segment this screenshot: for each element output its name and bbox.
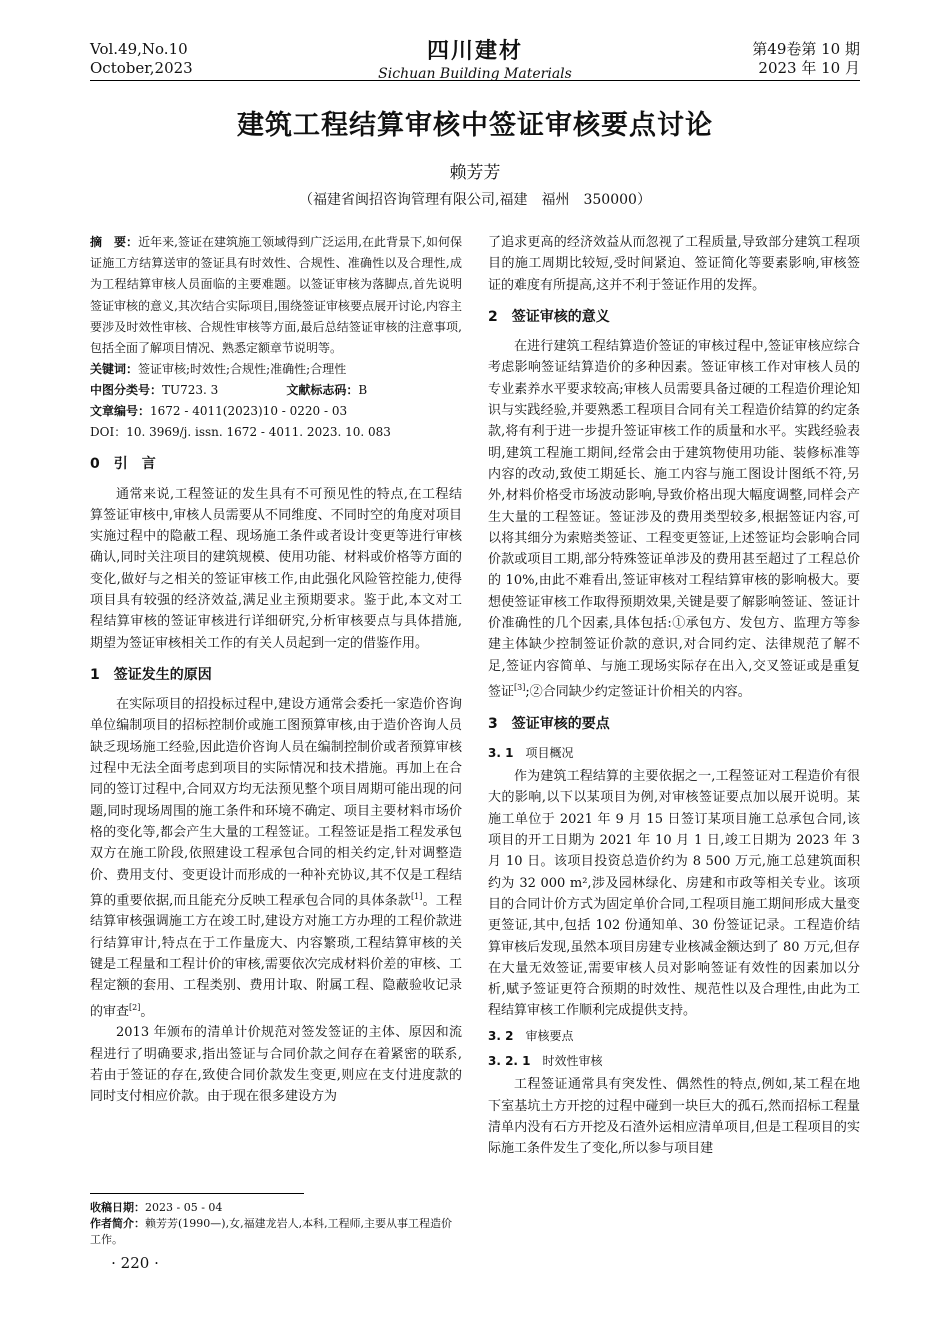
volume-cn: 第49卷第 10 期	[752, 40, 860, 58]
abstract-label: 摘 要：	[90, 235, 139, 249]
section-1-paragraph-1: 在实际项目的招投标过程中,建设方通常会委托一家造价咨询单位编制项目的招标控制价或施工图预算审核,由于造价咨询人员缺乏现场施工经验,因此造价咨询人员在编制控制价或者预算审核过程中无法全面考虑到项目的实际情况和技术措施。再加上在合同的签订过程中,合同双方均无法预见整个项目周期可能出现的问题,同时现场周围的施工条件和环境不确定、项目主要材料市场价格的变化等,都会产生大量的工程签证。工程签证是指工程发承包双方在施工阶段,依照建设工程承包合同的相关约定,针对调整造价、费用支付、变更设计而形成的一种补充协议,其不仅是工程结算的重要依据,而且能充分反映工程承包合同的具体条款[1]。工程结算审核强调施工方在竣工时,建设方对施工方办理的工程价款进行结算审计,特点在于工作量庞大、内容繁琐,工程结算审核的关键是工程量和工程计价的审核,需要依次完成材料价差的审核、工程定额的套用、工程类别、费用计取、附属工程、隐蔽验收记录的审查[2]。	[90, 697, 462, 1019]
section-3-2-1-heading: 3. 2. 1 时效性审核	[488, 1054, 603, 1069]
section-3-1-heading: 3. 1 项目概况	[488, 745, 574, 760]
article-number	[90, 401, 462, 422]
right-column	[488, 232, 860, 1160]
clc-label: 中图分类号：	[90, 383, 163, 398]
left-column	[90, 232, 462, 1107]
doccode-text: B	[358, 383, 368, 398]
doi: DOI：10. 3969/j. issn. 1672 - 4011. 2023. 10. 083	[90, 425, 391, 440]
section-2-paragraph: 在进行建筑工程结算造价签证的审核过程中,签证审核应综合考虑影响签证结算造价的多种因素。签证审核工作对审核人员的专业素养水平要求较高;审核人员需要具备过硬的工程造价理论知识与实践经验,并要熟悉工程项目合同有关工程造价结算的约定条款,将有利于进一步提升签证审核工作的质量和水平。实践经验表明,建筑工程施工期间,经常会由于建筑物使用功能、装修标准等内容的改动,致使工期延长、施工内容与施工图设计图纸不符,另外,材料价格受市场波动影响,导致价格出现大幅度调整,同样会产生大量的工程签证。签证涉及的费用类型较多,根据签证内容,可以将其细分为索赔类签证、工程变更签证,上述签证均会影响合同价款或项目工期,部分特殊签证单涉及的费用甚至超过了工程总价的 10%,由此不难看出,签证审核对工程结算审核的影响极大。要想使签证审核工作取得预期效果,关键是要了解影响签证、签证计价准确性的几个因素,具体包括:①承包方、发包方、监理方等参建主体缺少控制签证价款的意识,对合同约定、法律规范了解不足,签证内容简单、与施工现场实际存在出入,交叉签证或是重复签证[3];②合同缺少约定签证计价相关的内容。	[488, 339, 860, 700]
abstract-text: 近年来,签证在建筑施工领域得到广泛运用,在此背景下,如何保证施工方结算送审的签证具有时效性、合规性、准确性以及合理性,成为工程结算审核人员面临的主要难题。以签证审核为落脚点,首先说明签证审核的意义,其次结合实际项目,围绕签证审核要点展开讨论,内容主要涉及时效性审核、合规性审核等方面,最后总结签证审核的注意事项,包括全面了解项目情况、熟悉定额章节说明等。	[90, 235, 462, 356]
section-3-2-1-paragraph: 工程签证通常具有突发性、偶然性的特点,例如,某工程在地下室基坑土方开挖的过程中碰到一块巨大的孤石,然而招标工程量清单内没有石方开挖及石渣外运相应清单项目,但是工程项目的实际施工条件发生了变化,所以参与项目建	[488, 1077, 860, 1157]
section-1-heading: 1 签证发生的原因	[90, 666, 212, 683]
section-3-1-paragraph: 作为建筑工程结算的主要依据之一,工程签证对工程造价有很大的影响,以下以某项目为例,对审核签证要点加以展开说明。某施工单位于 2021 年 9 月 15 日签订某项目施工总承包合同,该项目的开工日期为 2021 年 10 月 1 日,竣工日期为 2023 年 3 月 10 日。该项目投资总造价约为 8 500 万元,施工总建筑面积约为 32 000 m²,涉及园林绿化、房建和市政等相关专业。该项目的合同计价方式为固定单价合同,工程项目施工期间形成大量变更签证,其中,包括 102 份通知单、30 份签证记录。工程造价结算审核后发现,虽然本项目房建专业核减金额达到了 80 万元,但存在大量无效签证,需要审核人员对影响签证有效性的因素加以分析,赋予签证更符合预期的时效性、规范性以及合理性,由此为工程结算审核工作顺利完成提供支持。	[488, 769, 860, 1019]
volume-en: Vol.49,No.10	[90, 40, 188, 58]
classification	[90, 380, 462, 401]
citation-1: [1]	[411, 891, 423, 901]
header-right	[752, 40, 860, 78]
section-0-heading: 0 引 言	[90, 456, 156, 473]
date-en: October,2023	[90, 59, 193, 77]
page-number: · 220 ·	[111, 1254, 159, 1272]
abstract	[90, 232, 462, 359]
article-no-label: 文章编号：	[90, 404, 151, 419]
author-bio: 作者简介：赖芳芳(1990—),女,福建龙岩人,本科,工程师,主要从事工程造价工作。	[90, 1217, 453, 1246]
author: 赖芳芳	[449, 163, 501, 183]
footnote-rule	[90, 1193, 304, 1194]
received-date: 收稿日期：2023 - 05 - 04	[90, 1201, 223, 1214]
section-2-heading: 2 签证审核的意义	[488, 308, 610, 325]
header-rule	[90, 80, 860, 81]
article-no-text: 1672 - 4011(2023)10 - 0220 - 03	[150, 404, 348, 419]
keywords-label: 关键词：	[90, 362, 139, 377]
keywords	[90, 359, 462, 380]
footnote	[90, 1200, 462, 1248]
section-1-paragraph-2-continued: 了追求更高的经济效益从而忽视了工程质量,导致部分建筑工程项目的施工周期比较短,受时间紧迫、签证简化等要素影响,审核签证的难度有所提高,这并不利于签证作用的发挥。	[488, 235, 860, 293]
date-cn: 2023 年 10 月	[758, 59, 860, 77]
doccode-label: 文献标志码：	[286, 383, 359, 398]
citation-2: [2]	[129, 1002, 141, 1012]
keywords-text: 签证审核;时效性;合规性;准确性;合理性	[138, 362, 347, 377]
journal-name: Sichuan Building Materials	[378, 66, 572, 82]
section-3-2-heading: 3. 2 审核要点	[488, 1028, 574, 1043]
section-0-paragraph: 通常来说,工程签证的发生具有不可预见性的特点,在工程结算签证审核中,审核人员需要从不同维度、不同时空的角度对项目实施过程中的隐蔽工程、现场施工条件或者设计变更等进行审核确认,同时关注项目的建筑规模、使用功能、材料或价格等方面的变化,做好与之相关的签证审核工作,由此强化风险管控能力,使得项目具有较强的经济效益,满足业主预期要求。鉴于此,本文对工程结算审核的签证审核进行详细研究,分析审核要点与具体措施,期望为签证审核相关工作的有关人员起到一定的借鉴作用。	[90, 486, 462, 651]
paper-title: 建筑工程结算审核中签证审核要点讨论	[237, 110, 713, 141]
affiliation: （福建省闽招咨询管理有限公司,福建 福州 350000）	[299, 192, 651, 208]
clc-text: TU723. 3	[162, 383, 219, 398]
section-1-paragraph-2: 2013 年颁布的清单计价规范对签发签证的主体、原因和流程进行了明确要求,指出签证与合同价款之间存在着紧密的联系,若由于签证的存在,致使合同价款发生变更,则应在支付进度款的同时支付相应价款。由于现在很多建设方为	[90, 1025, 462, 1105]
section-3-heading: 3 签证审核的要点	[488, 715, 610, 732]
citation-3: [3]	[514, 682, 526, 692]
journal-logo: 四川建材	[426, 38, 523, 64]
